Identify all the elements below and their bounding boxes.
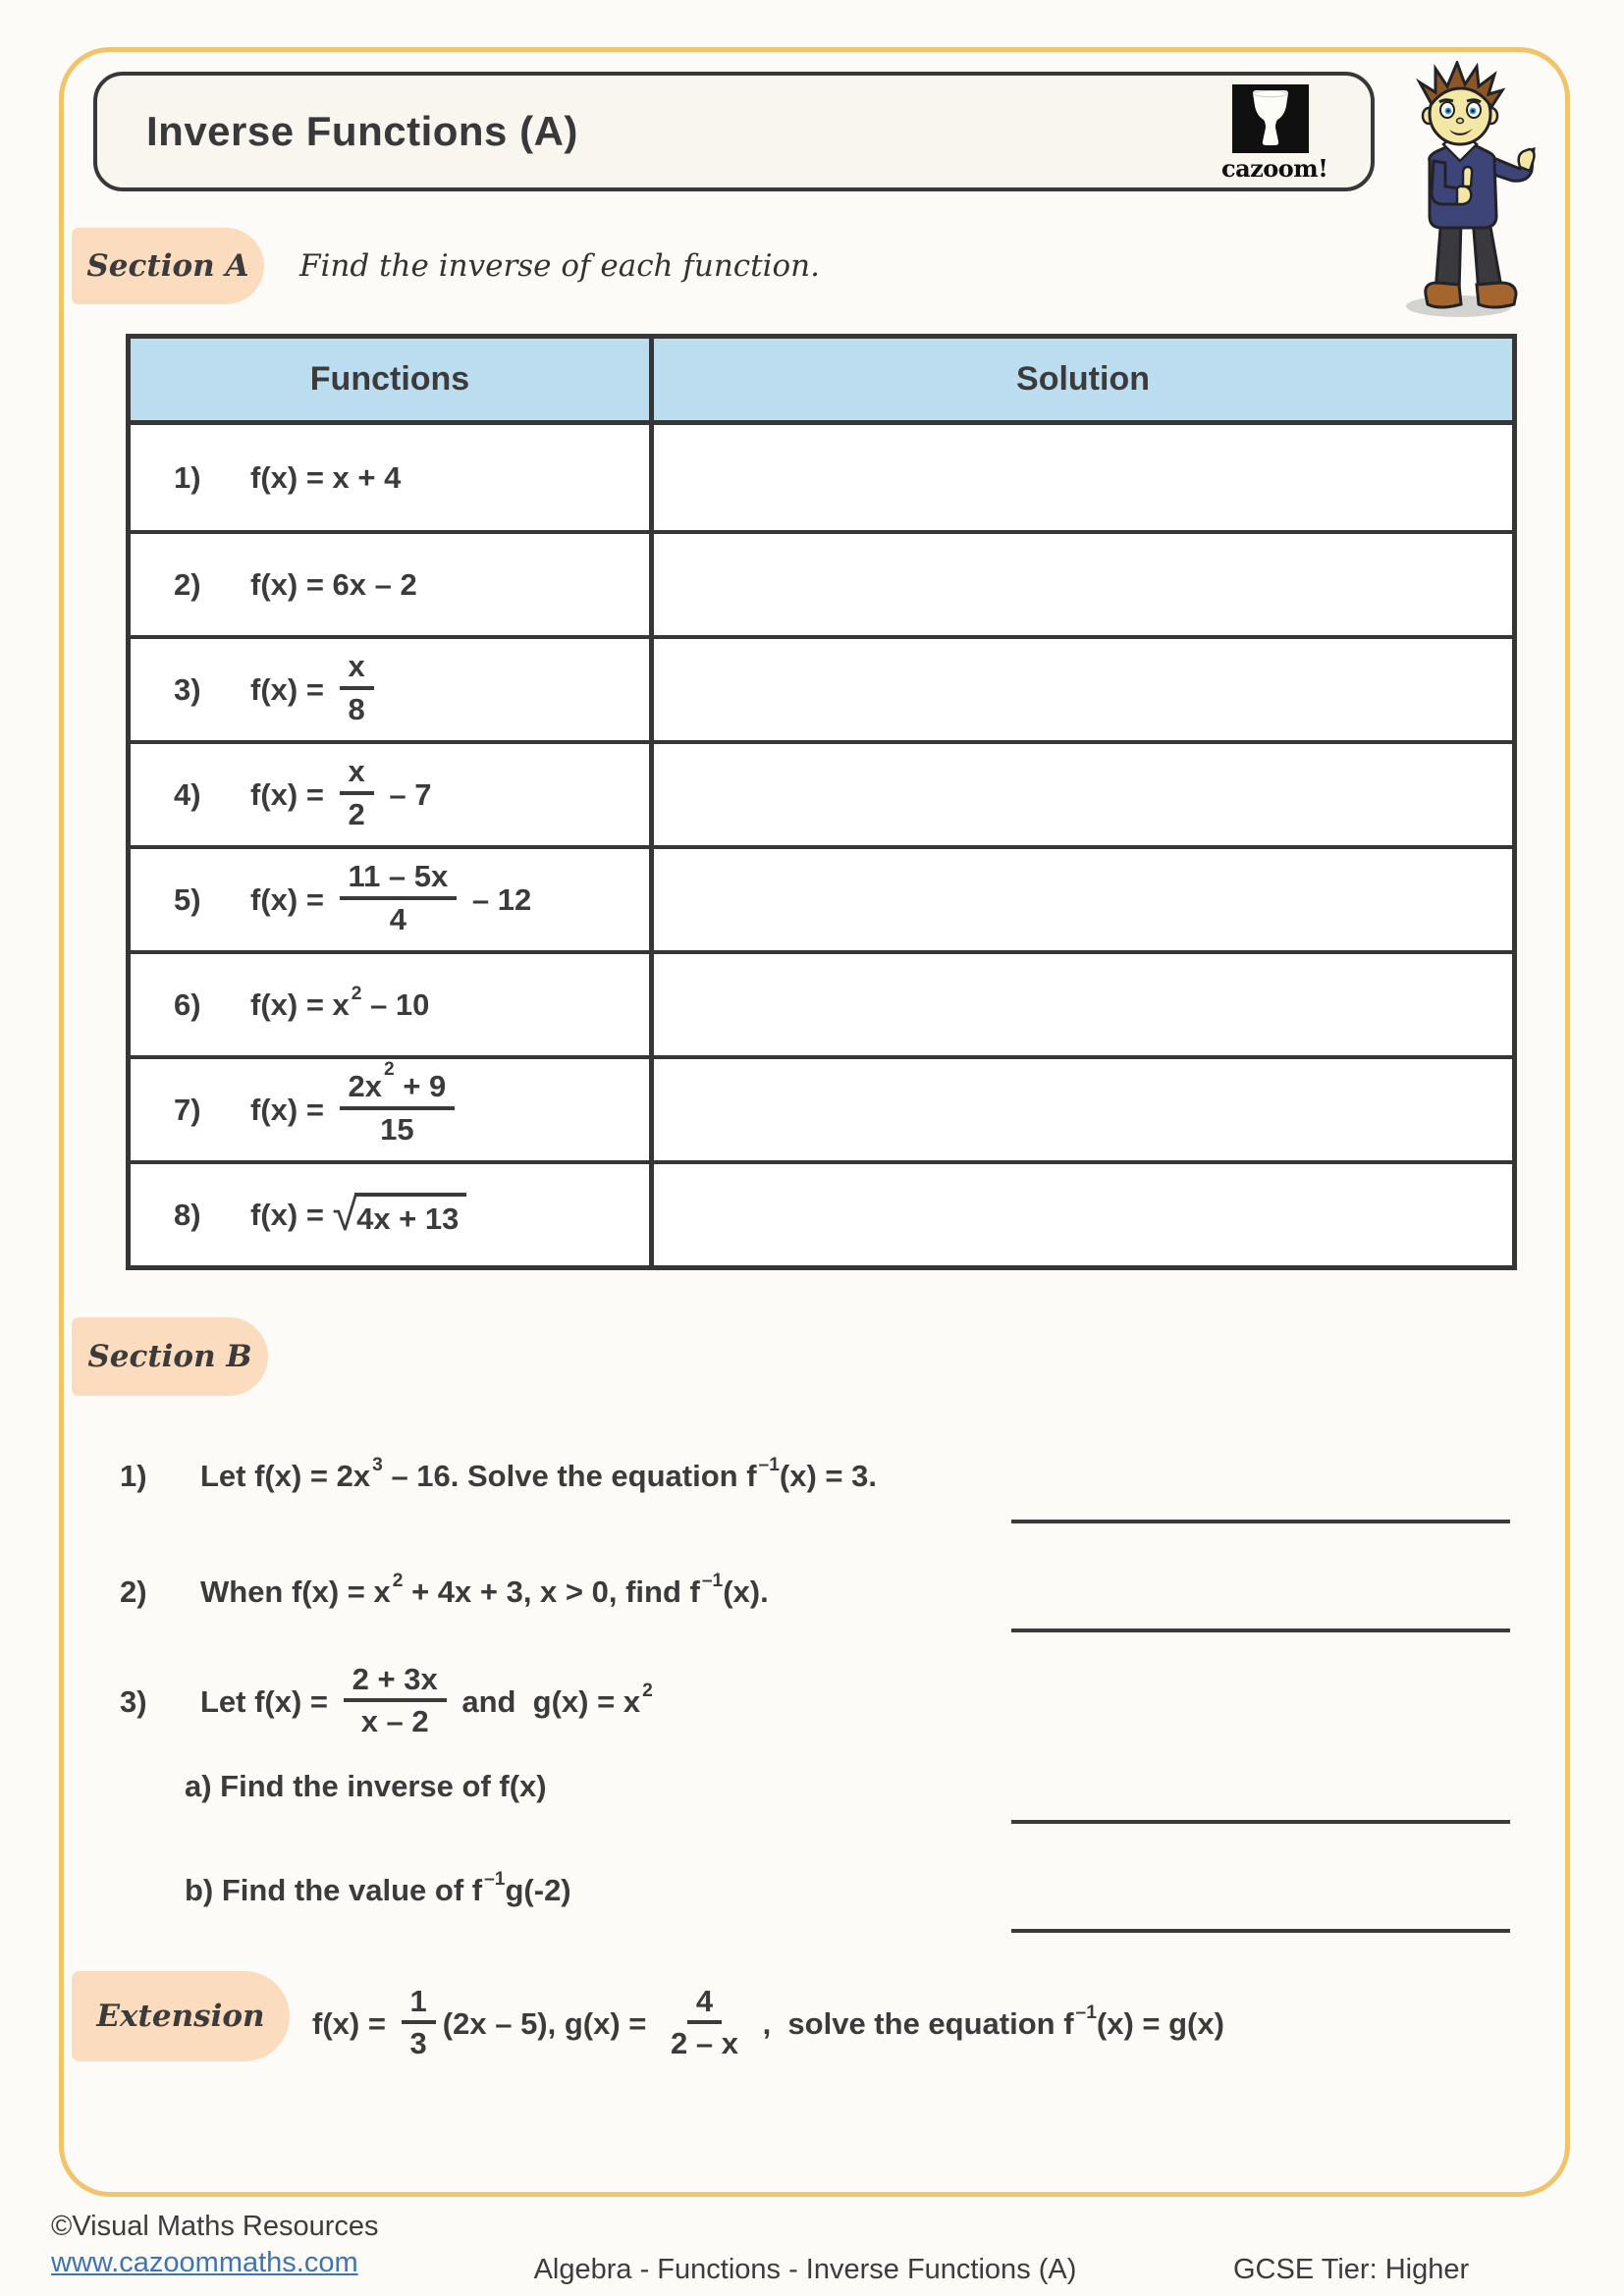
math-text: + 9 <box>394 1069 447 1104</box>
question-number: 1) <box>120 1459 147 1493</box>
fraction <box>402 1985 436 2060</box>
function-expression <box>250 567 417 603</box>
question-text <box>185 1769 547 1804</box>
fraction-denominator <box>662 2024 747 2059</box>
footer-website-link[interactable]: www.cazoommaths.com <box>51 2247 358 2278</box>
question-number: 7) <box>174 1092 201 1127</box>
math-text: Let f(x) = <box>200 1684 337 1719</box>
question-text <box>312 1983 1224 2062</box>
question-text <box>200 1571 769 1610</box>
fraction-numerator <box>344 1663 447 1702</box>
math-text: 4 <box>695 1983 714 2018</box>
math-text: f(x) = x <box>250 987 350 1022</box>
math-text: (x) = 3. <box>779 1459 877 1493</box>
function-cell <box>131 744 654 845</box>
table-row <box>131 845 1512 950</box>
math-text: – 16. Solve the equation f <box>382 1459 757 1493</box>
answer-line-4 <box>1011 1929 1510 1933</box>
math-text: x – 2 <box>360 1704 429 1738</box>
superscript: 2 <box>384 1059 395 1081</box>
math-text: (x). <box>723 1575 769 1609</box>
question-1 <box>120 1447 877 1506</box>
question-number: 2) <box>120 1575 147 1609</box>
function-expression <box>250 754 432 832</box>
math-text: When f(x) = x <box>200 1575 391 1609</box>
function-expression <box>250 1059 461 1148</box>
solution-cell <box>654 639 1512 740</box>
fraction <box>340 755 374 830</box>
function-expression <box>250 649 381 727</box>
math-text: f(x) = <box>250 671 333 707</box>
math-text: 4 <box>389 901 407 936</box>
fraction <box>340 860 458 935</box>
math-text: (2x – 5), g(x) = <box>442 2006 656 2041</box>
question-number: 5) <box>174 881 201 917</box>
question-number: 3) <box>120 1684 147 1719</box>
table-row <box>131 1160 1512 1265</box>
superscript: –1 <box>484 1869 506 1891</box>
extension-badge: Extension <box>72 1971 290 2061</box>
radicand <box>354 1193 466 1237</box>
answer-line-2 <box>1011 1629 1510 1632</box>
math-text: f(x) = 6x – 2 <box>250 566 417 602</box>
fraction-denominator <box>402 2024 436 2059</box>
section-a-table <box>126 334 1517 1270</box>
fraction <box>344 1663 447 1738</box>
question-number: 8) <box>174 1197 201 1232</box>
superscript: 2 <box>351 983 362 1004</box>
question-number: 2) <box>174 566 201 602</box>
fraction <box>340 1059 456 1147</box>
fraction-denominator <box>371 1110 422 1146</box>
math-text: – 10 <box>361 987 430 1022</box>
extension-question <box>312 1977 1224 2071</box>
mascot-illustration <box>1377 61 1545 326</box>
question-number: 6) <box>174 987 201 1022</box>
footer-breadcrumb: Algebra - Functions - Inverse Functions (A) <box>533 2254 1077 2285</box>
cazoom-logo <box>1221 84 1328 183</box>
function-cell <box>131 1059 654 1160</box>
solution-cell <box>654 1059 1512 1160</box>
solution-cell <box>654 425 1512 530</box>
math-text: + 4x + 3, x > 0, find f <box>403 1575 700 1609</box>
math-text: f(x) = <box>250 776 333 812</box>
radical-icon: √ <box>332 1189 358 1240</box>
math-text: 2x <box>348 1069 383 1104</box>
math-text: 4x + 13 <box>356 1201 460 1236</box>
superscript: 2 <box>392 1571 404 1592</box>
question-number: 1) <box>174 459 201 495</box>
function-expression <box>250 859 532 937</box>
question-3a <box>185 1757 547 1816</box>
drum-icon <box>1232 84 1309 153</box>
fraction-numerator <box>687 1985 722 2024</box>
answer-line-1 <box>1011 1520 1510 1523</box>
table-body <box>131 425 1512 1265</box>
fraction-denominator <box>381 900 415 935</box>
superscript: –1 <box>758 1455 780 1476</box>
math-text: , solve the equation f <box>753 2006 1074 2041</box>
page-title: Inverse Functions (A) <box>146 108 578 154</box>
fraction <box>340 650 374 725</box>
fraction-numerator <box>340 755 374 794</box>
function-expression <box>250 460 401 496</box>
math-text: – 12 <box>463 881 532 917</box>
question-3 <box>120 1655 653 1749</box>
table-row <box>131 635 1512 740</box>
section-a-instruction: Find the inverse of each function. <box>299 248 820 284</box>
fraction-denominator <box>352 1702 438 1737</box>
math-text: f(x) = <box>250 1197 333 1232</box>
math-text: b) Find the value of f <box>185 1873 483 1907</box>
math-text: Let f(x) = 2x <box>200 1459 371 1493</box>
solution-cell <box>654 534 1512 635</box>
question-number: 3) <box>174 671 201 707</box>
math-text: f(x) = <box>250 1092 333 1127</box>
math-text: and g(x) = x <box>453 1684 641 1719</box>
fraction-numerator <box>340 650 374 689</box>
fraction-numerator <box>402 1985 436 2024</box>
math-text: 8 <box>348 691 365 726</box>
math-text: 11 – 5x <box>348 859 449 894</box>
fraction-denominator <box>340 690 374 725</box>
table-row <box>131 950 1512 1055</box>
table-row <box>131 530 1512 635</box>
fraction-denominator <box>340 795 374 830</box>
superscript: 3 <box>372 1455 383 1476</box>
solution-cell <box>654 954 1512 1055</box>
superscript: –1 <box>701 1571 724 1592</box>
function-expression <box>250 983 430 1023</box>
square-root <box>332 1189 467 1240</box>
solution-cell <box>654 849 1512 950</box>
question-text <box>200 1661 653 1740</box>
question-text <box>185 1869 571 1908</box>
math-text: – 7 <box>380 776 432 812</box>
table-header-row <box>131 339 1512 425</box>
math-text: 2 + 3x <box>352 1661 438 1696</box>
column-header-solution: Solution <box>1016 360 1150 398</box>
section-b-badge: Section B <box>72 1317 268 1396</box>
fraction-numerator <box>340 1059 456 1109</box>
table-row <box>131 740 1512 845</box>
math-text: 15 <box>380 1111 414 1147</box>
question-3b <box>185 1861 571 1920</box>
math-text: (x) = g(x) <box>1096 2006 1224 2041</box>
fraction-numerator <box>340 860 458 899</box>
question-2 <box>120 1563 769 1622</box>
function-cell <box>131 425 654 530</box>
solution-cell <box>654 744 1512 845</box>
footer-copyright: ©Visual Maths Resources <box>51 2211 379 2242</box>
superscript: 2 <box>642 1681 653 1702</box>
math-text: g(-2) <box>505 1873 571 1907</box>
math-text: 3 <box>409 2026 427 2060</box>
math-text: f(x) = x + 4 <box>250 459 402 495</box>
column-header-functions: Functions <box>131 339 654 420</box>
logo-caption: cazoom! <box>1221 154 1328 183</box>
function-cell <box>131 1164 654 1265</box>
solution-cell <box>654 1164 1512 1265</box>
function-cell <box>131 639 654 740</box>
table-row <box>131 425 1512 530</box>
math-text: 2 – x <box>671 2026 738 2060</box>
function-cell <box>131 534 654 635</box>
function-expression <box>250 1189 466 1240</box>
function-cell <box>131 849 654 950</box>
math-text: x <box>348 649 365 684</box>
question-number: 4) <box>174 776 201 812</box>
math-text: 1 <box>409 1983 427 2018</box>
answer-line-3 <box>1011 1820 1510 1824</box>
math-text: x <box>348 754 365 789</box>
section-a-badge: Section A <box>72 228 264 304</box>
math-text: 2 <box>348 796 365 831</box>
question-text <box>200 1455 877 1494</box>
table-row <box>131 1055 1512 1160</box>
footer-tier: GCSE Tier: Higher <box>1233 2254 1470 2285</box>
math-text: a) Find the inverse of f(x) <box>185 1769 547 1803</box>
superscript: –1 <box>1075 2002 1097 2024</box>
math-text: f(x) = <box>250 881 333 917</box>
function-cell <box>131 954 654 1055</box>
worksheet-title-box <box>93 72 1375 191</box>
fraction <box>662 1985 747 2060</box>
math-text: f(x) = <box>312 2006 395 2041</box>
